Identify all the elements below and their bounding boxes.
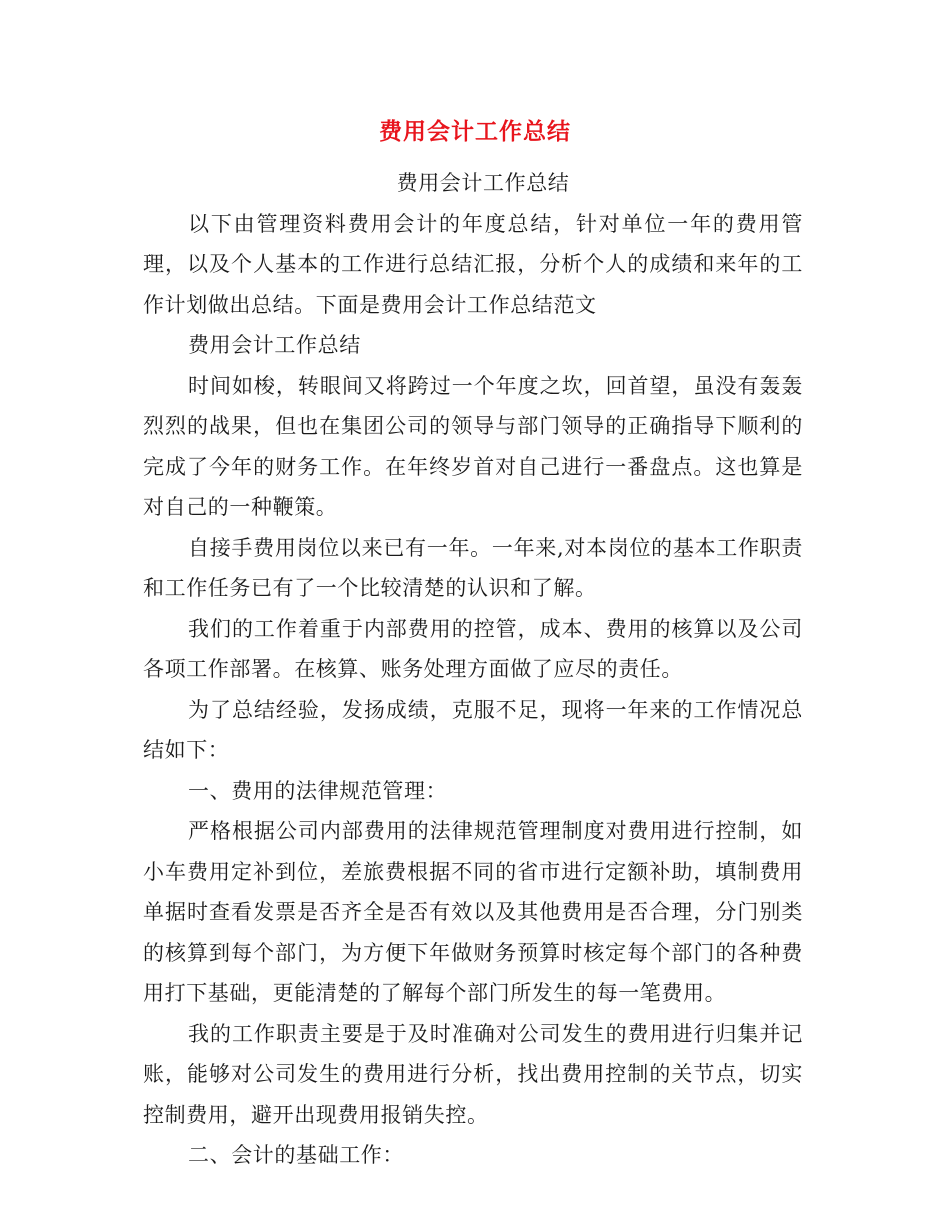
paragraph: 严格根据公司内部费用的法律规范管理制度对费用进行控制，如小车费用定补到位，差旅费根据不同的省市进行定额补助，填制费用单据时查看发票是否齐全是否有效以及其他费用是否合理，分门别类的核算到每个部门，为方便下年做财务预算时核定每个部门的各种费用打下基础，更能清楚的了解每个部门所发生的每一笔费用。 [143,819,803,1005]
document-body [143,163,803,1176]
paragraph-heading: 费用会计工作总结 [188,333,361,357]
paragraph: 我们的工作着重于内部费用的控管，成本、费用的核算以及公司各项工作部署。在核算、账务处理方面做了应尽的责任。 [143,616,803,681]
paragraph-intro: 以下由管理资料费用会计的年度总结，针对单位一年的费用管理，以及个人基本的工作进行总结汇报，分析个人的成绩和来年的工作计划做出总结。下面是费用会计工作总结范文 [143,211,803,317]
section-heading-1: 一、费用的法律规范管理： [188,778,448,803]
paragraph: 我的工作职责主要是于及时准确对公司发生的费用进行归集并记账，能够对公司发生的费用进行分析，找出费用控制的关节点，切实控制费用，避开出现费用报销失控。 [143,1021,803,1127]
section-heading-2: 二、会计的基础工作： [188,1143,404,1167]
document-title: 费用会计工作总结 [379,119,571,145]
document-subtitle: 费用会计工作总结 [396,171,570,195]
paragraph: 自接手费用岗位以来已有一年。一年来,对本岗位的基本工作职责和工作任务已有了一个比较清楚的认识和了解。 [143,535,803,600]
paragraph: 时间如梭，转眼间又将跨过一个年度之坎，回首望，虽没有轰轰烈烈的战果，但也在集团公司的领导与部门领导的正确指导下顺利的完成了今年的财务工作。在年终岁首对自己进行一番盘点。这也算是对自己的一种鞭策。 [143,373,803,519]
paragraph: 为了总结经验，发扬成绩，克服不足，现将一年来的工作情况总结如下： [143,697,803,762]
